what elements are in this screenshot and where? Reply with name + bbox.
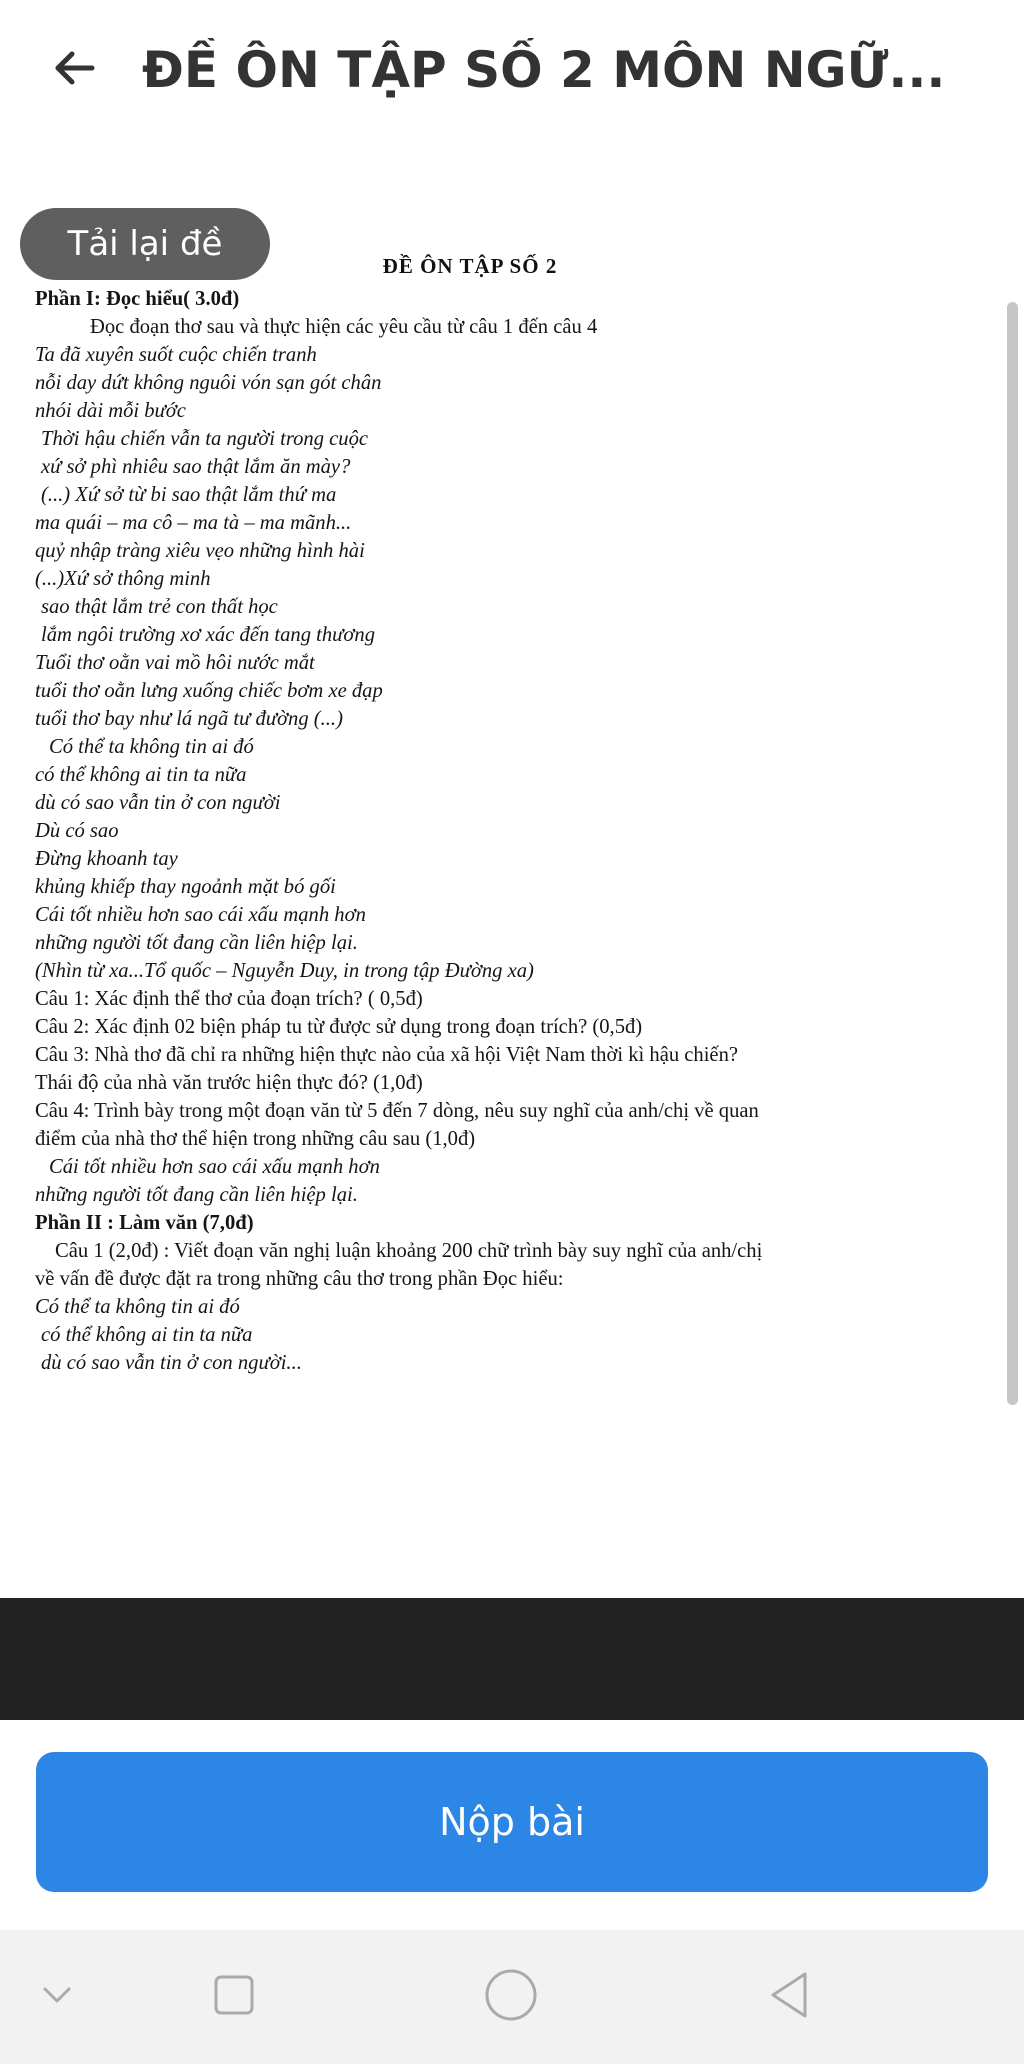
document-line: quỷ nhập tràng xiêu vẹo những hình hài: [35, 540, 365, 562]
document-line: Câu 3: Nhà thơ đã chỉ ra những hiện thực nào của xã hội Việt Nam thời kì hậu chiến?: [35, 1044, 739, 1066]
document-line: xứ sở phì nhiêu sao thật lắm ăn mày?: [41, 456, 351, 478]
nav-recents-button[interactable]: [199, 1960, 269, 2030]
home-circle-icon: [483, 1967, 539, 2023]
document-line: Thái độ của nhà văn trước hiện thực đó? (1,0đ): [35, 1072, 423, 1094]
back-button[interactable]: [46, 40, 102, 96]
document-line: về vấn đề được đặt ra trong những câu thơ trong phần Đọc hiểu:: [35, 1268, 564, 1290]
document-line: Đọc đoạn thơ sau và thực hiện các yêu cầu từ câu 1 đến câu 4: [90, 316, 598, 338]
document-body: [35, 285, 995, 1377]
document-line: Câu 2: Xác định 02 biện pháp tu từ được sử dụng trong đoạn trích? (0,5đ): [35, 1016, 643, 1038]
document-line: Câu 1: Xác định thể thơ của đoạn trích? ( 0,5đ): [35, 988, 423, 1010]
document-line: ma quái – ma cô – ma tà – ma mãnh...: [35, 512, 352, 534]
document-line: (...)Xứ sở thông minh: [35, 568, 211, 590]
document-scrollbar[interactable]: [1007, 302, 1018, 1405]
top-app-bar: [0, 0, 1024, 140]
document-line: Phần I: Đọc hiểu( 3.0đ): [35, 288, 240, 310]
reload-exam-button[interactable]: Tải lại đề: [20, 208, 270, 280]
back-triangle-icon: [765, 1970, 815, 2020]
recent-apps-icon: [210, 1971, 258, 2019]
document-line: (Nhìn từ xa...Tổ quốc – Nguyễn Duy, in trong tập Đường xa): [35, 960, 534, 982]
document-line: Ta đã xuyên suốt cuộc chiến tranh: [35, 344, 317, 366]
document-line: lắm ngôi trường xơ xác đến tang thương: [41, 624, 375, 646]
submit-area: [0, 1720, 1024, 1930]
chevron-down-icon: [37, 1975, 77, 2015]
document-line: khủng khiếp thay ngoảnh mặt bó gối: [35, 876, 336, 898]
document-line: nhói dài mỗi bước: [35, 400, 186, 422]
document-line: Cái tốt nhiều hơn sao cái xấu mạnh hơn: [35, 904, 366, 926]
page-title: ĐỀ ÔN TẬP SỐ 2 MÔN NGỮ...: [142, 41, 946, 99]
document-line: dù có sao vẫn tin ở con người...: [41, 1352, 302, 1374]
document-line: dù có sao vẫn tin ở con người: [35, 792, 281, 814]
exam-document: [0, 200, 1024, 1595]
document-line: Thời hậu chiến vẫn ta người trong cuộc: [41, 428, 369, 450]
document-line: điểm của nhà thơ thể hiện trong những câu sau (1,0đ): [35, 1128, 476, 1150]
document-line: sao thật lắm trẻ con thất học: [41, 596, 278, 618]
nav-hide-button[interactable]: [22, 1960, 92, 2030]
document-line: Câu 4: Trình bày trong một đoạn văn từ 5 đến 7 dòng, nêu suy nghĩ của anh/chị về quan: [35, 1100, 759, 1122]
document-line: Tuổi thơ oằn vai mồ hôi nước mắt: [35, 652, 315, 674]
document-line: những người tốt đang cần liên hiệp lại.: [35, 1184, 358, 1206]
nav-back-button[interactable]: [755, 1960, 825, 2030]
document-line: Câu 1 (2,0đ) : Viết đoạn văn nghị luận khoảng 200 chữ trình bày suy nghĩ của anh/chị: [55, 1240, 763, 1262]
document-line: tuổi thơ oằn lưng xuống chiếc bơm xe đạp: [35, 680, 383, 702]
document-line: Có thể ta không tin ai đó: [49, 736, 254, 758]
submit-button[interactable]: Nộp bài: [36, 1752, 988, 1892]
nav-home-button[interactable]: [476, 1960, 546, 2030]
document-line: nỗi day dứt không nguôi vón sạn gót chân: [35, 372, 382, 394]
document-line: những người tốt đang cần liên hiệp lại.: [35, 932, 358, 954]
dark-divider: [0, 1598, 1024, 1720]
document-line: (...) Xứ sở từ bi sao thật lắm thứ ma: [41, 484, 337, 506]
document-line: Cái tốt nhiều hơn sao cái xấu mạnh hơn: [49, 1156, 380, 1178]
document-line: Phần II : Làm văn (7,0đ): [35, 1212, 254, 1234]
document-heading: ĐỀ ÔN TẬP SỐ 2: [382, 254, 558, 278]
document-line: Dù có sao: [35, 820, 119, 842]
document-line: có thể không ai tin ta nữa: [41, 1324, 253, 1346]
document-line: Có thể ta không tin ai đó: [35, 1296, 240, 1318]
document-line: có thể không ai tin ta nữa: [35, 764, 247, 786]
document-line: tuổi thơ bay như lá ngã tư đường (...): [35, 708, 343, 730]
document-line: Đừng khoanh tay: [35, 848, 178, 870]
system-nav-bar: [0, 1930, 1024, 2064]
arrow-left-icon: [52, 46, 96, 90]
